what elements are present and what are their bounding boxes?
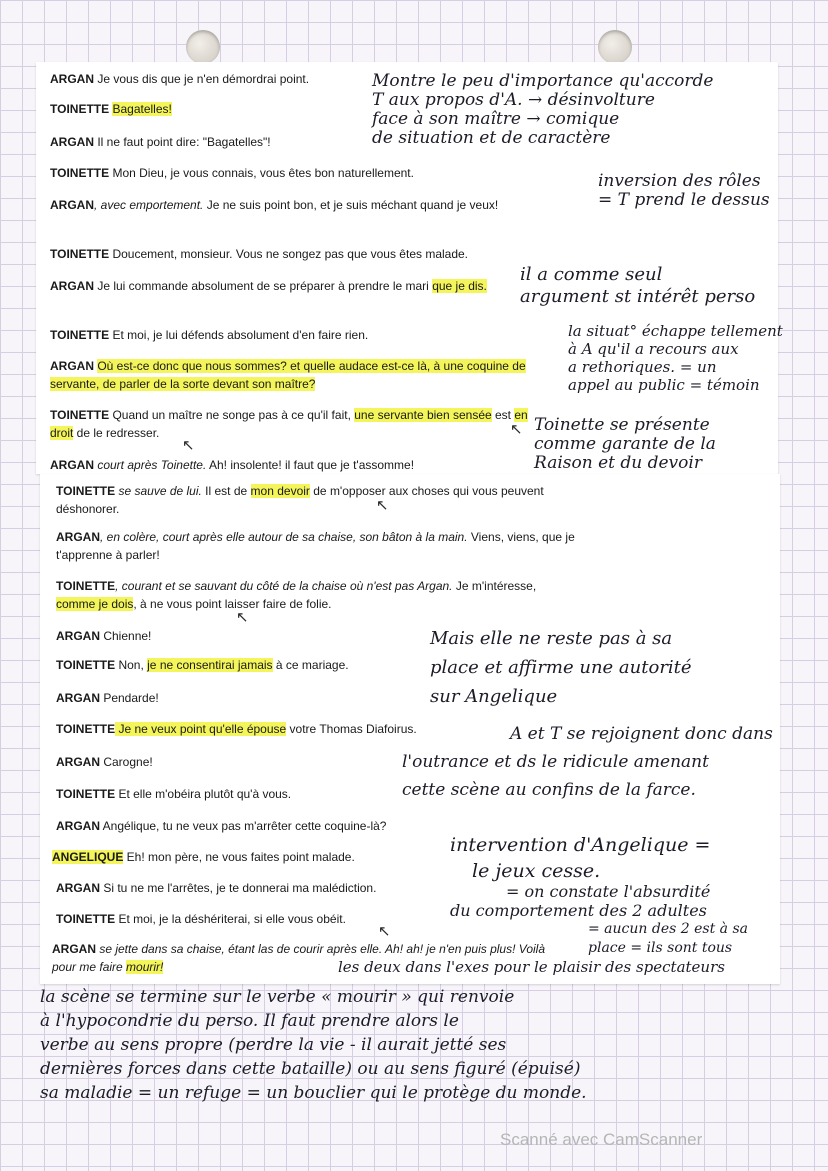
arrow-icon: ↖ [510,420,523,438]
dialogue-line: ARGAN Carogne! [56,755,153,769]
camscanner-watermark: Scanné avec CamScanner [500,1130,703,1149]
dialogue-line: ARGAN Angélique, tu ne veux pas m'arrêter cette coquine-là? [56,819,387,833]
dialogue-line: ARGAN Il ne faut point dire: "Bagatelles"! [50,135,271,149]
dialogue-line: ARGAN Si tu ne me l'arrêtes, je te donnerai ma malédiction. [56,881,377,895]
speaker: TOINETTE [56,722,116,736]
speaker: ARGAN [56,691,100,705]
dialogue-line: ARGAN court après Toinette. Ah! insolente! il faut que je t'assomme! [50,458,415,472]
dialogue-line: TOINETTE Je ne veux point qu'elle épouse votre Thomas Diafoirus. [56,722,417,736]
highlight: Je ne veux point qu'elle épouse [115,722,287,736]
speaker: TOINETTE [50,166,110,180]
speaker: ARGAN [56,819,100,833]
highlight: que je dis. [432,279,487,293]
speaker: TOINETTE [50,102,110,116]
speaker: TOINETTE [56,787,116,801]
dialogue-line: ARGAN Je lui commande absolument de se préparer à prendre le mari que je dis. [50,279,487,293]
arrow-icon: ↖ [182,436,195,454]
binder-hole-right [598,30,632,64]
dialogue-line: TOINETTE Et moi, je lui défends absolument d'en faire rien. [50,328,369,342]
speaker: ARGAN [50,135,94,149]
dialogue-line: ARGAN Pendarde! [56,691,159,705]
dialogue-line [50,357,570,393]
handwritten-note-7: A et T se rejoignent donc dans l'outrance et ds le ridicule amenant cette scène au confins de la farce. [402,724,773,800]
handwritten-note-6: Mais elle ne reste pas à sa place et affirme une autorité sur Angelique [430,628,692,707]
speaker: TOINETTE [56,658,116,672]
dialogue-line: TOINETTE Mon Dieu, je vous connais, vous êtes bon naturellement. [50,166,414,180]
speaker: ARGAN [52,942,96,956]
handwritten-note-3: il a comme seul argument st intérêt perso [520,264,756,307]
handwritten-note-4: la situat° échappe tellement à A qu'il a recours aux a rethoriques. = un appel au public = témoin [568,322,783,394]
dialogue-line: ARGAN, en colère, court après elle autour de sa chaise, son bâton à la main. Viens, viens, que je t'apprenne à parler! [56,530,575,562]
highlight: en droit [50,408,528,440]
highlight: je ne consentirai jamais [147,658,273,672]
speaker: ARGAN [50,458,94,472]
dialogue-line: TOINETTE Non, je ne consentirai jamais à ce mariage. [56,658,349,672]
arrow-icon: ↖ [376,496,389,514]
dialogue-line: ARGAN Je vous dis que je n'en démordrai point. [50,72,310,86]
dialogue-line: TOINETTE Doucement, monsieur. Vous ne songez pas que vous êtes malade. [50,247,469,261]
dialogue-line: ANGELIQUE Eh! mon père, ne vous faites point malade. [52,850,355,864]
binder-hole-left [186,30,220,64]
highlight: comme je dois [56,597,134,611]
highlight: mon devoir [250,484,310,498]
speaker: ARGAN [50,198,94,212]
speaker: TOINETTE [56,579,116,593]
handwritten-conclusion: la scène se termine sur le verbe « mourir » qui renvoie à l'hypocondrie du perso. Il faut prendre alors le verbe au sens propre (perdre la vie - il aurait jetté ses dernières forces dans cette bataille) ou au sens figuré (épuisé) sa maladie = un refuge = un bouclier qui le protège du monde. [40,987,587,1103]
dialogue-line: TOINETTE Quand un maître ne songe pas à ce qu'il fait, une servante bien sensée est en droit de le redresser. [50,408,528,440]
handwritten-note-1: Montre le peu d'importance qu'accorde T aux propos d'A. → désinvolture face à son maître → comique de situation et de caractère [372,71,714,148]
highlight: une servante bien sensée [354,408,492,422]
handwritten-note-9: = on constate l'absurdité du comportement des 2 adultes = aucun des 2 est à sa place = ils sont tous les deux dans l'exes pour le plaisir des spectateurs [338,882,748,976]
handwritten-note-2: inversion des rôles = T prend le dessus [598,171,770,210]
speaker: TOINETTE [56,484,116,498]
arrow-icon: ↖ [236,608,249,626]
highlight: Bagatelles! [112,102,172,116]
speaker: TOINETTE [50,247,110,261]
speaker: TOINETTE [50,408,110,422]
speaker: ARGAN [56,755,100,769]
dialogue-line: TOINETTE Et elle m'obéira plutôt qu'à vous. [56,787,292,801]
speaker: ARGAN [56,530,100,544]
dialogue-line: ARGAN, avec emportement. Je ne suis point bon, et je suis méchant quand je veux! [50,198,499,212]
speaker: TOINETTE [50,328,110,342]
speaker: ARGAN [50,279,94,293]
speaker: ANGELIQUE [52,850,124,864]
dialogue-line: ARGAN se jette dans sa chaise, étant las de courir après elle. Ah! ah! je n'en puis plus! Voilà pour me faire mourir! [52,942,545,974]
highlight: mourir! [126,960,164,974]
speaker: ARGAN [56,881,100,895]
speaker: TOINETTE [56,912,116,926]
dialogue-line: TOINETTE Et moi, je la déshériterai, si elle vous obéit. [56,912,346,926]
speaker: ARGAN [50,72,94,86]
highlight: Où est-ce donc que nous sommes? et quelle audace est-ce là, à une coquine de servante, de parler de la sorte devant son maître? [50,359,526,391]
dialogue-line: ARGAN Chienne! [56,629,152,643]
dialogue-line: TOINETTE, courant et se sauvant du côté de la chaise où n'est pas Argan. Je m'intéresse, comme je dois, à ne vous point laisser faire de folie. [56,579,537,611]
arrow-icon: ↖ [378,922,391,940]
speaker: ARGAN [56,629,100,643]
speaker: ARGAN [50,359,94,373]
handwritten-note-5: Toinette se présente comme garante de la Raison et du devoir [534,415,716,473]
handwritten-note-8: intervention d'Angelique = le jeux cesse. [450,834,711,882]
dialogue-line: TOINETTE se sauve de lui. Il est de mon devoir de m'opposer aux choses qui vous peuvent déshonorer. [56,484,544,516]
